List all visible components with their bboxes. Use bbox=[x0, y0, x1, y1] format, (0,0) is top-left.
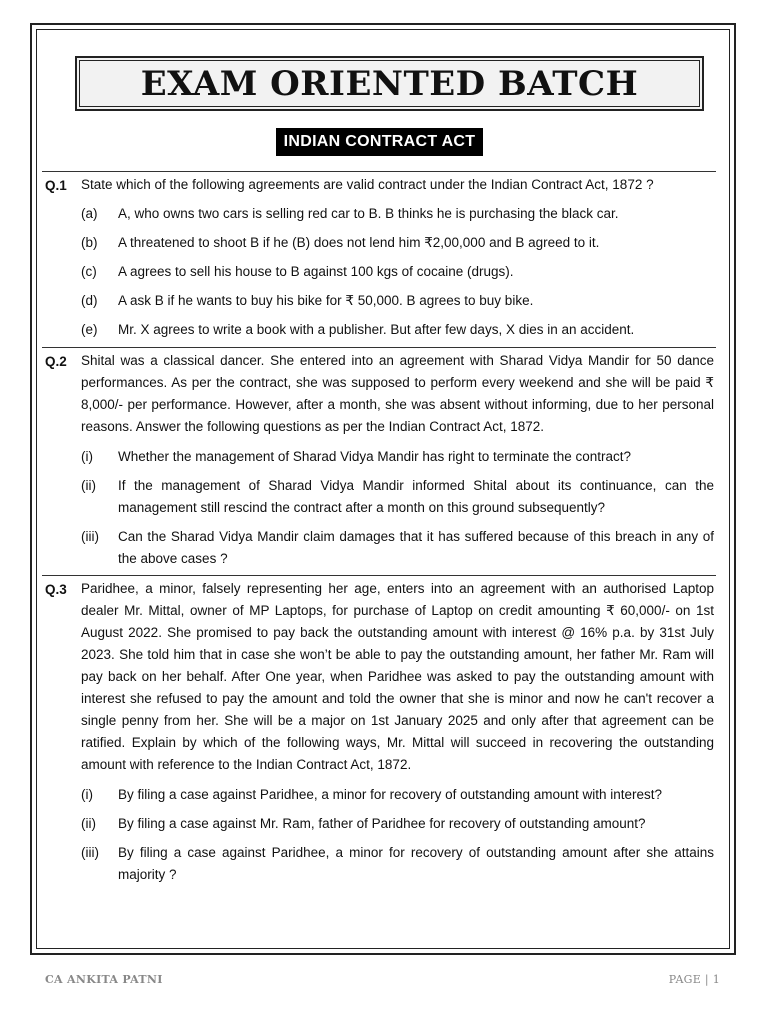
option-text: A agrees to sell his house to B against 100 kgs of cocaine (drugs). bbox=[118, 264, 514, 279]
footer-author: CA ANKITA PATNI bbox=[45, 973, 163, 986]
option-text: By filing a case against Mr. Ram, father of Paridhee for recovery of outstanding amount? bbox=[118, 816, 646, 831]
option-label: (e) bbox=[81, 322, 98, 337]
option-text: If the management of Sharad Vidya Mandir informed Shital about its continuance, can the management still rescind the contract after a month on this ground subsequently? bbox=[118, 478, 714, 515]
option-text: Whether the management of Sharad Vidya Mandir has right to terminate the contract? bbox=[118, 449, 632, 464]
question-label: Q.3 bbox=[45, 582, 67, 597]
option-label: (d) bbox=[81, 293, 98, 308]
question-text: Shital was a classical dancer. She entered into an agreement with Sharad Vidya Mandir for 50 dance performances. As per the contract, she was supposed to perform every weekend and she will be paid ₹ 8,000/- per performance. However, after a month, she was absent without informing, due to her personal reasons. Answer the following questions as per the Indian Contract Act, 1872. bbox=[81, 353, 714, 434]
option-text: A ask B if he wants to buy his bike for ₹ 50,000. B agrees to buy bike. bbox=[118, 293, 534, 308]
page-title: EXAM ORIENTED BATCH bbox=[140, 63, 639, 104]
option-text: Can the Sharad Vidya Mandir claim damages that it has suffered because of this breach in any of the above cases ? bbox=[118, 529, 714, 566]
option-text: A, who owns two cars is selling red car to B. B thinks he is purchasing the black car. bbox=[118, 206, 619, 221]
option-text: A threatened to shoot B if he (B) does not lend him ₹2,00,000 and B agreed to it. bbox=[118, 235, 600, 250]
option-label: (b) bbox=[81, 235, 98, 250]
option-label: (iii) bbox=[81, 529, 99, 544]
option-label: (i) bbox=[81, 449, 93, 464]
title-banner bbox=[75, 56, 704, 111]
option-label: (ii) bbox=[81, 816, 96, 831]
option-label: (c) bbox=[81, 264, 97, 279]
divider bbox=[42, 171, 716, 172]
option-label: (iii) bbox=[81, 845, 99, 860]
option-text: By filing a case against Paridhee, a minor for recovery of outstanding amount with interest? bbox=[118, 787, 663, 802]
question-label: Q.2 bbox=[45, 354, 67, 369]
option-label: (ii) bbox=[81, 478, 96, 493]
option-text: By filing a case against Paridhee, a minor for recovery of outstanding amount after she attains majority ? bbox=[118, 845, 714, 882]
option-label: (i) bbox=[81, 787, 93, 802]
option-label: (a) bbox=[81, 206, 98, 221]
question-label: Q.1 bbox=[45, 178, 67, 193]
question-text: State which of the following agreements are valid contract under the Indian Contract Act, 1872 ? bbox=[81, 177, 654, 192]
question-text: Paridhee, a minor, falsely representing her age, enters into an agreement with an authorised Laptop dealer Mr. Mittal, owner of MP Laptops, for purchase of Laptop on credit amounting ₹ 60,000/- on 1st August 2022. She promised to pay back the outstanding amount with interest @ 16% p.a. by 31st July 2023. She told him that in case she won’t be able to pay the outstanding amount, her father Mr. Ram will pay back on her behalf. After One year, when Paridhee was asked to pay the outstanding amount with interest she refused to pay the amount and told the owner that she is minor and now he can't recover a single penny from her. She will be a major on 1st January 2025 and only after that agreement can be ratified. Explain by which of the following ways, Mr. Mittal will succeed in recovering the outstanding amount with reference to the Indian Contract Act, 1872. bbox=[81, 581, 714, 772]
section-subtitle: INDIAN CONTRACT ACT bbox=[276, 128, 483, 156]
footer-page-number: PAGE | 1 bbox=[668, 973, 720, 986]
divider bbox=[42, 575, 716, 576]
divider bbox=[42, 347, 716, 348]
option-text: Mr. X agrees to write a book with a publisher. But after few days, X dies in an accident. bbox=[118, 322, 635, 337]
